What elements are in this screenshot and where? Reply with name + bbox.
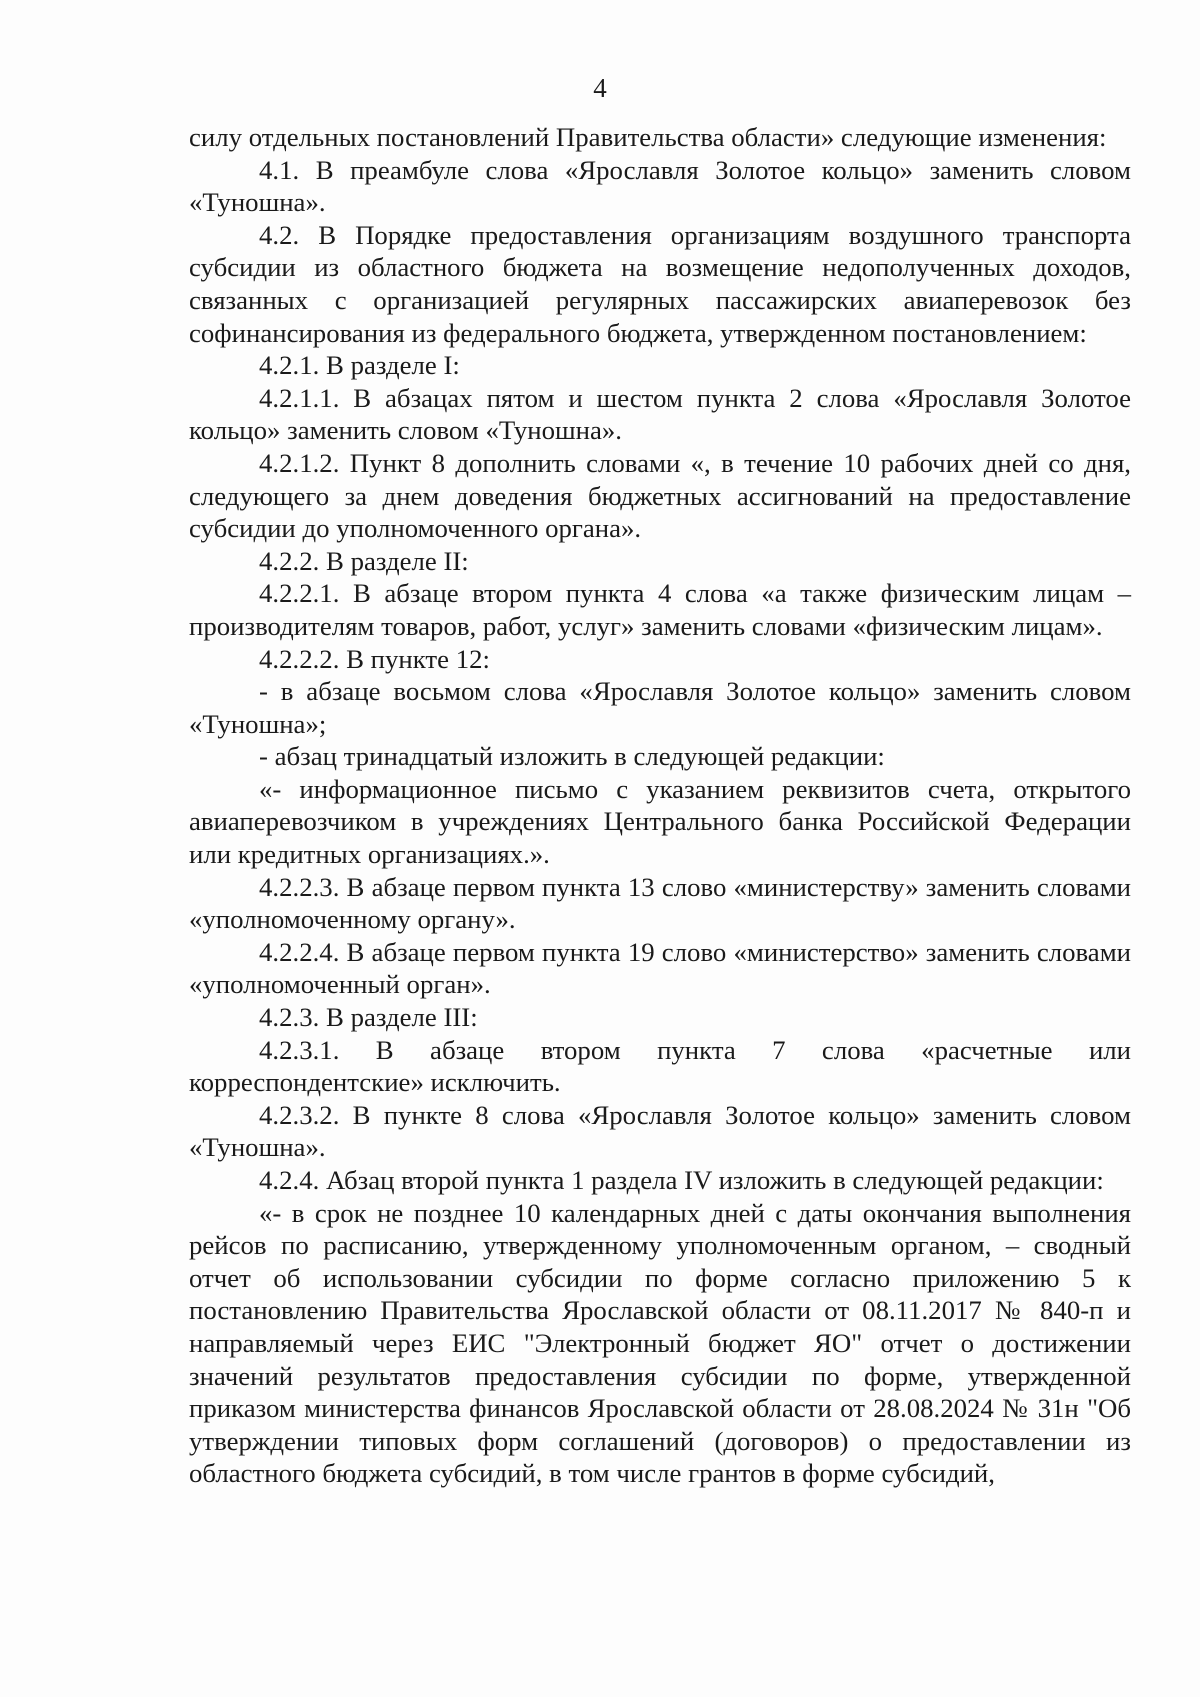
paragraph: 4.2.3.1. В абзаце втором пункта 7 слова «расчетные или корреспондентские» исключить. [189,1034,1131,1098]
paragraph: 4.2.3.2. В пункте 8 слова «Ярославля Золотое кольцо» заменить словом «Туношна». [189,1099,1131,1163]
paragraph: 4.2.3. В разделе III: [259,1002,478,1033]
document-body [189,121,1131,1490]
paragraph: - абзац тринадцатый изложить в следующей редакции: [259,741,885,772]
paragraph: силу отдельных постановлений Правительства области» следующие изменения: [189,122,1107,152]
paragraph: - в абзаце восьмом слова «Ярославля Золотое кольцо» заменить словом «Туношна»; [189,676,1131,739]
paragraph: «- в срок не позднее 10 календарных дней с даты окончания выполнения рейсов по расписанию, утвержденному уполномоченным органом, – сводный отчет об использовании субсидии по форме согласно приложению 5 к постановлению Правительства Ярославской области от 08.11.2017 № 840-п и направляемый через ЕИС "Электронный бюджет ЯО" отчет о достижении значений результатов предоставления субсидии по форме, утвержденной приказом министерства финансов Ярославской области от 28.08.2024 № 31н "Об утверждении типовых форм соглашений (договоров) о предоставлении из областного бюджета субсидий, в том числе грантов в форме субсидий, [189,1197,1131,1489]
paragraph: 4.2.2.1. В абзаце втором пункта 4 слова «а также физическим лицам – производителям товаров, работ, услуг» заменить словами «физическим лицам». [189,578,1131,641]
paragraph: 4.2.2.4. В абзаце первом пункта 19 слово «министерство» заменить словами «уполномоченный орган». [189,936,1131,1000]
paragraph: 4.2.1.1. В абзацах пятом и шестом пункта 2 слова «Ярославля Золотое кольцо» заменить словом «Туношна». [189,382,1131,446]
paragraph: 4.2. В Порядке предоставления организациям воздушного транспорта субсидии из областного бюджета на возмещение недополученных доходов, связанных с организацией регулярных пассажирских авиаперевозок без софинансирования из федерального бюджета, утвержденном постановлением: [189,219,1131,348]
paragraph: 4.2.4. Абзац второй пункта 1 раздела IV изложить в следующей редакции: [259,1165,1104,1195]
paragraph: 4.2.2.3. В абзаце первом пункта 13 слово «министерству» заменить словами «уполномоченному органу». [189,871,1131,935]
paragraph: 4.2.1. В разделе I: [259,350,460,381]
paragraph: 4.1. В преамбуле слова «Ярославля Золотое кольцо» заменить словом «Туношна». [189,154,1131,218]
paragraph: 4.2.2.2. В пункте 12: [259,643,490,674]
paragraph: 4.2.2. В разделе II: [259,545,469,576]
paragraph: 4.2.1.2. Пункт 8 дополнить словами «, в течение 10 рабочих дней со дня, следующего за днем доведения бюджетных ассигнований на предоставление субсидии до уполномоченного органа». [189,447,1131,544]
page-number: 4 [593,73,607,103]
paragraph: «- информационное письмо с указанием реквизитов счета, открытого авиаперевозчиком в учреждениях Центрального банка Российской Федерации или кредитных организациях.». [189,773,1131,870]
